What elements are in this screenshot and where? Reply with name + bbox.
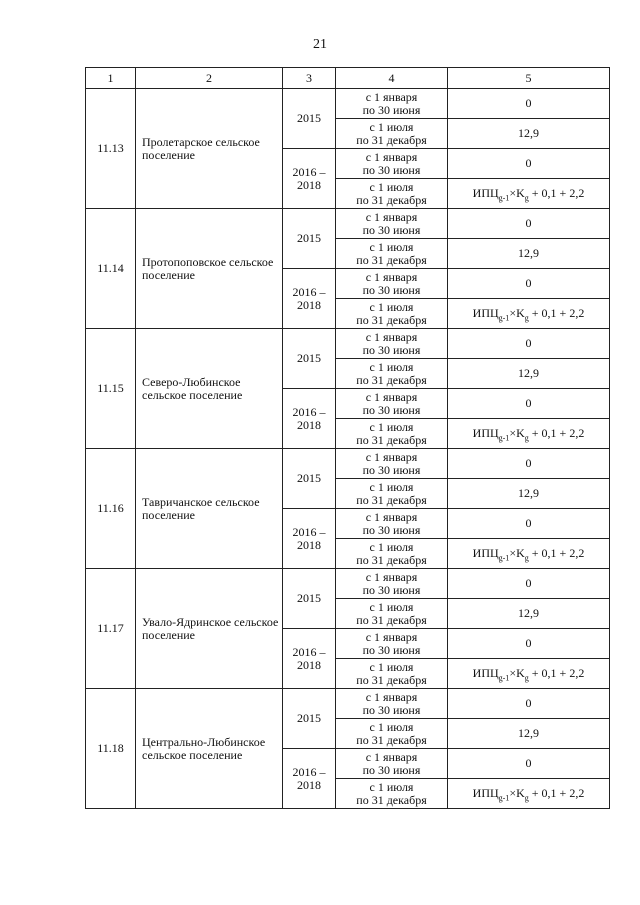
period-start: с 1 января — [365, 89, 418, 104]
period-cell — [336, 779, 448, 809]
value-cell: 0 — [448, 269, 610, 299]
header-col-2: 2 — [136, 68, 283, 89]
period-start: с 1 июля — [369, 599, 414, 614]
value-cell: 12,9 — [448, 719, 610, 749]
value-cell: 0 — [448, 569, 610, 599]
period-start: с 1 июля — [369, 119, 414, 134]
item-number: 11.14 — [86, 209, 136, 329]
formula-tail: + 0,1 + 2,2 — [528, 306, 585, 320]
period-cell — [336, 269, 448, 299]
formula-main: ИПЦ — [472, 426, 499, 440]
year-cell: 2015 — [283, 449, 336, 509]
period-start: с 1 января — [365, 389, 418, 404]
period-end: по 31 декабря — [356, 552, 427, 567]
formula-cell — [448, 419, 610, 449]
year-range-cell — [283, 149, 336, 209]
year-cell: 2015 — [283, 209, 336, 269]
formula-subscript: g-1 — [498, 313, 510, 323]
period-end: по 30 июня — [362, 642, 421, 657]
year-range-start: 2016 – — [292, 404, 326, 419]
tariff-table — [85, 67, 610, 809]
value-cell: 0 — [448, 509, 610, 539]
formula-cell — [448, 299, 610, 329]
period-end: по 31 декабря — [356, 492, 427, 507]
period-cell — [336, 209, 448, 239]
formula-multiplier: ×K — [509, 306, 525, 320]
period-cell — [336, 599, 448, 629]
formula-cell — [448, 179, 610, 209]
period-end: по 31 декабря — [356, 372, 427, 387]
year-range-end: 2018 — [297, 417, 321, 432]
period-start: с 1 января — [365, 629, 418, 644]
period-cell — [336, 389, 448, 419]
header-col-5: 5 — [448, 68, 610, 89]
period-cell — [336, 299, 448, 329]
period-cell — [336, 749, 448, 779]
table-row — [86, 449, 610, 479]
year-range-end: 2018 — [297, 177, 321, 192]
item-number: 11.15 — [86, 329, 136, 449]
period-end: по 31 декабря — [356, 432, 427, 447]
formula-subscript: g-1 — [498, 193, 510, 203]
year-range-start: 2016 – — [292, 284, 326, 299]
period-end: по 31 декабря — [356, 792, 427, 807]
formula-main: ИПЦ — [472, 786, 499, 800]
value-cell: 12,9 — [448, 599, 610, 629]
table-row — [86, 689, 610, 719]
period-cell — [336, 359, 448, 389]
period-cell — [336, 329, 448, 359]
period-cell — [336, 479, 448, 509]
year-range-start: 2016 – — [292, 524, 326, 539]
period-end: по 31 декабря — [356, 252, 427, 267]
period-end: по 30 июня — [362, 222, 421, 237]
formula-tail: + 0,1 + 2,2 — [528, 666, 585, 680]
formula-main: ИПЦ — [472, 666, 499, 680]
header-col-4: 4 — [336, 68, 448, 89]
period-end: по 30 июня — [362, 702, 421, 717]
period-start: с 1 января — [365, 329, 418, 344]
value-cell: 12,9 — [448, 119, 610, 149]
year-range-cell — [283, 389, 336, 449]
item-number: 11.16 — [86, 449, 136, 569]
period-start: с 1 июля — [369, 539, 414, 554]
period-cell — [336, 239, 448, 269]
year-cell: 2015 — [283, 89, 336, 149]
year-range-cell — [283, 509, 336, 569]
formula-main: ИПЦ — [472, 186, 499, 200]
item-number: 11.13 — [86, 89, 136, 209]
settlement-name: Северо-Любинское сельское поселение — [136, 329, 283, 449]
period-end: по 30 июня — [362, 162, 421, 177]
table-body — [86, 89, 610, 809]
item-number: 11.17 — [86, 569, 136, 689]
value-cell: 12,9 — [448, 479, 610, 509]
value-cell: 0 — [448, 329, 610, 359]
formula-multiplier: ×K — [509, 786, 525, 800]
year-range-end: 2018 — [297, 297, 321, 312]
year-cell: 2015 — [283, 689, 336, 749]
formula-tail: + 0,1 + 2,2 — [528, 546, 585, 560]
period-end: по 31 декабря — [356, 132, 427, 147]
period-start: с 1 июля — [369, 179, 414, 194]
period-start: с 1 января — [365, 689, 418, 704]
year-range-cell — [283, 629, 336, 689]
period-start: с 1 июля — [369, 239, 414, 254]
formula-main: ИПЦ — [472, 306, 499, 320]
table-row — [86, 209, 610, 239]
period-start: с 1 января — [365, 749, 418, 764]
year-range-start: 2016 – — [292, 764, 326, 779]
table-row — [86, 569, 610, 599]
period-start: с 1 июля — [369, 299, 414, 314]
formula-multiplier: ×K — [509, 666, 525, 680]
period-cell — [336, 719, 448, 749]
value-cell: 0 — [448, 449, 610, 479]
year-range-start: 2016 – — [292, 644, 326, 659]
period-cell — [336, 509, 448, 539]
table-row — [86, 89, 610, 119]
period-start: с 1 июля — [369, 659, 414, 674]
period-cell — [336, 119, 448, 149]
formula-subscript: g-1 — [498, 433, 510, 443]
period-end: по 30 июня — [362, 582, 421, 597]
formula-subscript: g — [524, 673, 529, 683]
period-end: по 31 декабря — [356, 672, 427, 687]
formula-subscript: g — [524, 793, 529, 803]
formula-subscript: g — [524, 553, 529, 563]
year-range-end: 2018 — [297, 777, 321, 792]
period-start: с 1 июля — [369, 779, 414, 794]
formula-subscript: g-1 — [498, 793, 510, 803]
period-end: по 31 декабря — [356, 192, 427, 207]
year-range-cell — [283, 749, 336, 809]
period-end: по 30 июня — [362, 102, 421, 117]
formula-cell — [448, 779, 610, 809]
period-cell — [336, 149, 448, 179]
formula-cell — [448, 659, 610, 689]
value-cell: 12,9 — [448, 359, 610, 389]
period-start: с 1 января — [365, 569, 418, 584]
formula-tail: + 0,1 + 2,2 — [528, 786, 585, 800]
year-range-end: 2018 — [297, 657, 321, 672]
period-cell — [336, 449, 448, 479]
value-cell: 0 — [448, 389, 610, 419]
header-col-3: 3 — [283, 68, 336, 89]
value-cell: 0 — [448, 749, 610, 779]
period-cell — [336, 419, 448, 449]
period-start: с 1 января — [365, 449, 418, 464]
year-cell: 2015 — [283, 329, 336, 389]
period-end: по 30 июня — [362, 762, 421, 777]
year-range-cell — [283, 269, 336, 329]
period-start: с 1 июля — [369, 479, 414, 494]
formula-subscript: g — [524, 313, 529, 323]
value-cell: 0 — [448, 629, 610, 659]
formula-subscript: g-1 — [498, 553, 510, 563]
period-end: по 30 июня — [362, 522, 421, 537]
page-number: 21 — [313, 37, 327, 52]
formula-subscript: g — [524, 433, 529, 443]
period-start: с 1 июля — [369, 719, 414, 734]
settlement-name: Центрально-Любинское сельское поселение — [136, 689, 283, 809]
period-cell — [336, 179, 448, 209]
formula-multiplier: ×K — [509, 546, 525, 560]
period-cell — [336, 539, 448, 569]
period-end: по 30 июня — [362, 462, 421, 477]
period-cell — [336, 569, 448, 599]
period-start: с 1 января — [365, 509, 418, 524]
value-cell: 0 — [448, 89, 610, 119]
period-start: с 1 июля — [369, 359, 414, 374]
settlement-name: Увало-Ядринское сельское поселение — [136, 569, 283, 689]
formula-multiplier: ×K — [509, 186, 525, 200]
year-range-start: 2016 – — [292, 164, 326, 179]
settlement-name: Пролетарское сельское поселение — [136, 89, 283, 209]
period-cell — [336, 629, 448, 659]
period-cell — [336, 689, 448, 719]
period-end: по 31 декабря — [356, 312, 427, 327]
period-start: с 1 января — [365, 209, 418, 224]
formula-subscript: g — [524, 193, 529, 203]
header-col-1: 1 — [86, 68, 136, 89]
period-end: по 31 декабря — [356, 732, 427, 747]
value-cell: 0 — [448, 149, 610, 179]
header-row — [86, 68, 610, 89]
formula-subscript: g-1 — [498, 673, 510, 683]
settlement-name: Протопоповское сельское поселение — [136, 209, 283, 329]
item-number: 11.18 — [86, 689, 136, 809]
formula-main: ИПЦ — [472, 546, 499, 560]
period-start: с 1 января — [365, 149, 418, 164]
period-end: по 31 декабря — [356, 612, 427, 627]
table-row — [86, 329, 610, 359]
settlement-name: Тавричанское сельское поселение — [136, 449, 283, 569]
formula-tail: + 0,1 + 2,2 — [528, 186, 585, 200]
period-start: с 1 января — [365, 269, 418, 284]
period-end: по 30 июня — [362, 342, 421, 357]
period-end: по 30 июня — [362, 282, 421, 297]
formula-tail: + 0,1 + 2,2 — [528, 426, 585, 440]
value-cell: 0 — [448, 209, 610, 239]
value-cell: 12,9 — [448, 239, 610, 269]
period-start: с 1 июля — [369, 419, 414, 434]
value-cell: 0 — [448, 689, 610, 719]
year-cell: 2015 — [283, 569, 336, 629]
period-end: по 30 июня — [362, 402, 421, 417]
formula-cell — [448, 539, 610, 569]
period-cell — [336, 659, 448, 689]
formula-multiplier: ×K — [509, 426, 525, 440]
period-cell — [336, 89, 448, 119]
year-range-end: 2018 — [297, 537, 321, 552]
